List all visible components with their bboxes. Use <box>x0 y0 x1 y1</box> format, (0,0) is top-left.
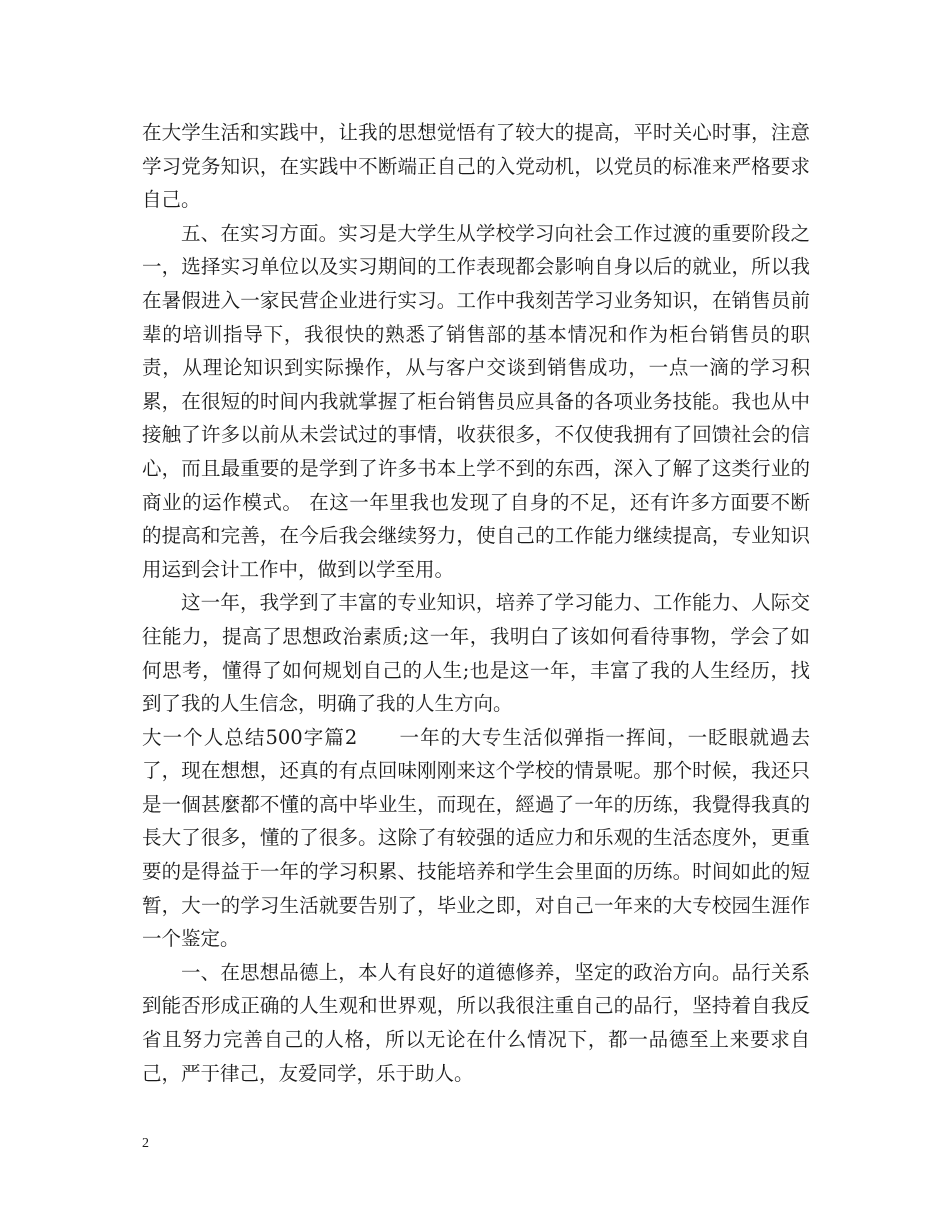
paragraph-1: 在大学生活和实践中，让我的思想觉悟有了较大的提高，平时关心时事，注意学习党务知识，在实践中不断端正自己的入党动机，以党员的标准来严格要求自己。 <box>142 121 810 212</box>
document-body <box>142 116 810 1090</box>
page-number: 2 <box>142 1136 149 1151</box>
paragraph-3: 这一年，我学到了丰富的专业知识，培养了学习能力、工作能力、人际交往能力，提高了思想政治素质;这一年，我明白了该如何看待事物，学会了如何思考，懂得了如何规划自己的人生;也是这一年，丰富了我的人生经历，找到了我的人生信念，明确了我的人生方向。 <box>142 591 810 716</box>
paragraph-5: 一、在思想品德上，本人有良好的道德修养，坚定的政治方向。品行关系到能否形成正确的人生观和世界观，所以我很注重自己的品行，坚持着自我反省且努力完善自己的人格，所以无论在什么情况下，都一品德至上来要求自己，严于律己，友爱同学，乐于助人。 <box>142 960 810 1085</box>
paragraph-2: 五、在实习方面。实习是大学生从学校学习向社会工作过渡的重要阶段之一，选择实习单位以及实习期间的工作表现都会影响自身以后的就业，所以我在暑假进入一家民营企业进行实习。工作中我刻苦学习业务知识，在销售员前辈的培训指导下，我很快的熟悉了销售部的基本情况和作为柜台销售员的职责，从理论知识到实际操作，从与客户交谈到销售成功，一点一滴的学习积累，在很短的时间内我就掌握了柜台销售员应具备的各项业务技能。我也从中接触了许多以前从未尝试过的事情，收获很多，不仅使我拥有了回馈社会的信心，而且最重要的是学到了许多书本上学不到的东西，深入了解了这类行业的商业的运作模式。 在这一年里我也发现了自身的不足，还有许多方面要不断的提高和完善，在今后我会继续努力，使自己的工作能力继续提高，专业知识用运到会计工作中，做到以学至用。 <box>142 221 810 581</box>
paragraph-4: 大一个人总结500字篇2 一年的大专生活似弹指一挥间，一眨眼就過去了，现在想想，还真的有点回味刚刚来这个学校的情景呢。那个时候，我还只是一個甚麼都不懂的高中毕业生，而现在，經過了一年的历练，我覺得我真的長大了很多，懂的了很多。这除了有较强的适应力和乐观的生活态度外，更重要的是得益于一年的学习积累、技能培养和学生会里面的历练。时间如此的短暂，大一的学习生活就要告别了，毕业之即，对自己一年来的大专校园生涯作一个鉴定。 <box>142 725 810 951</box>
